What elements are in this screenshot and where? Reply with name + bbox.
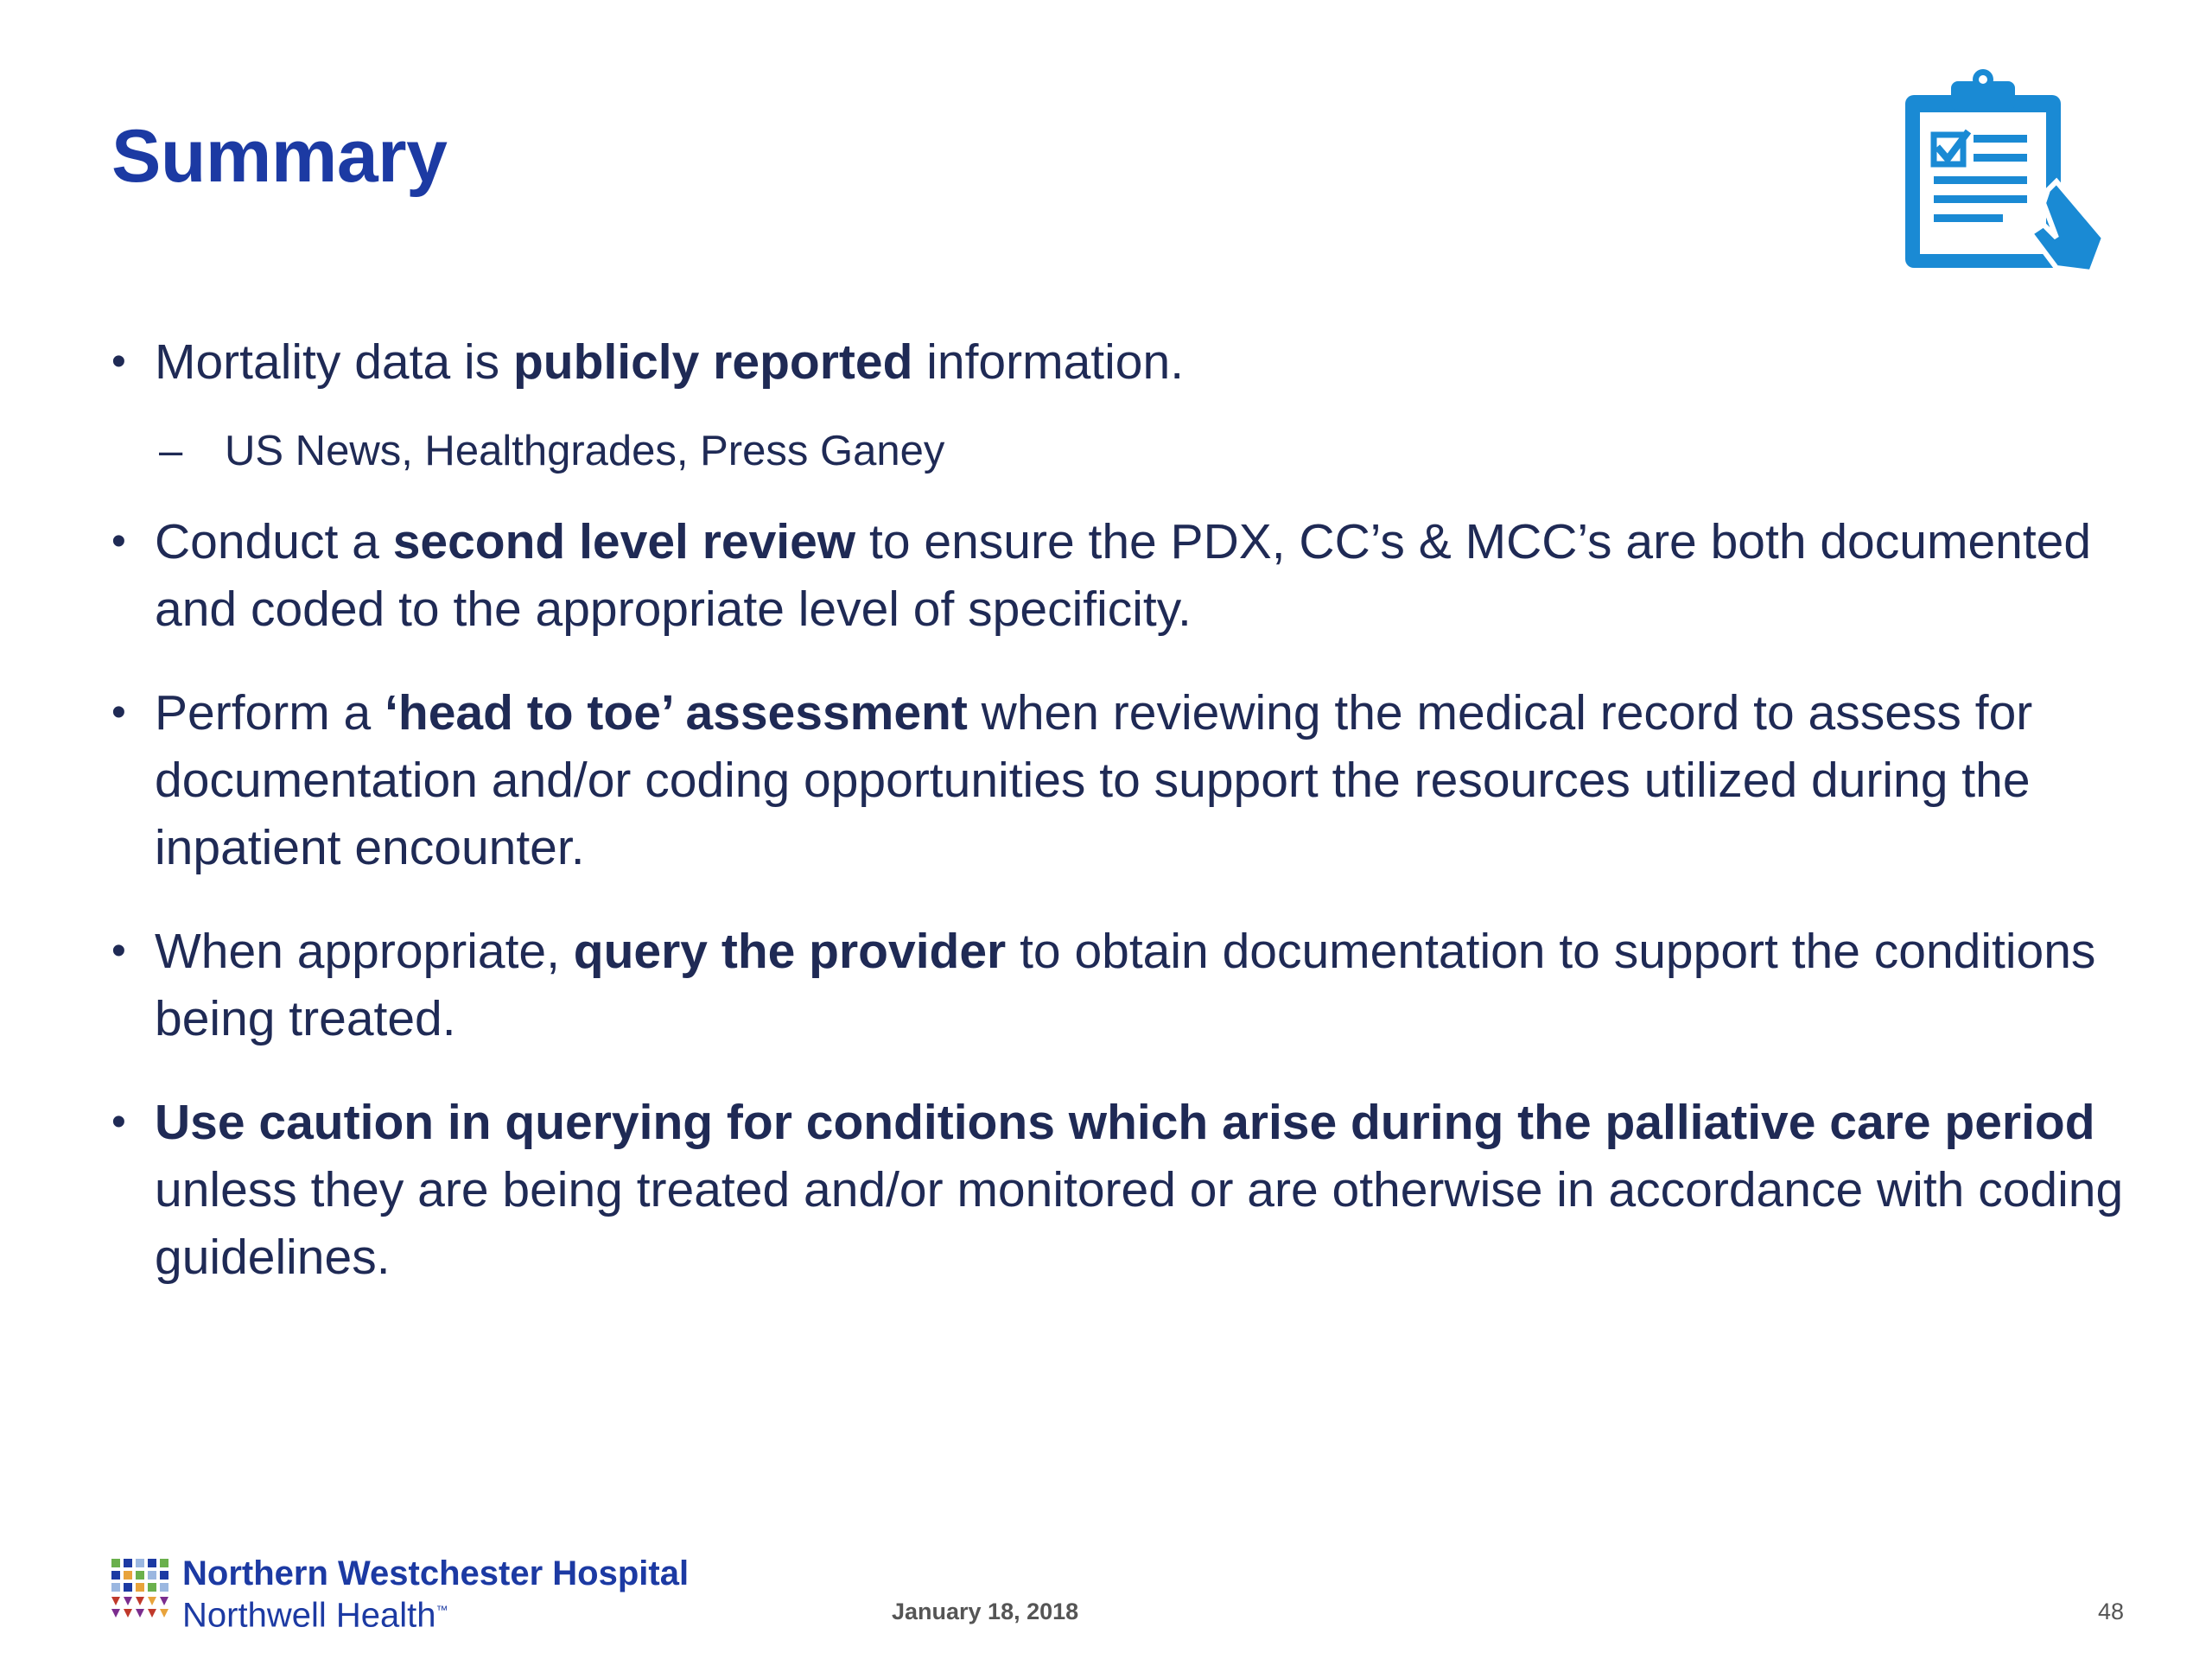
sub-bullet-text: US News, Healthgrades, Press Ganey: [225, 428, 945, 474]
page-number: 48: [2098, 1599, 2125, 1624]
logo-mosaic-icon: [111, 1559, 174, 1624]
health-system-name: Northwell Health™: [182, 1596, 448, 1635]
bullet-item: [111, 679, 2125, 881]
bullet-text: When appropriate, query the provider to obtain documentation to support the conditions being treated.: [155, 924, 2096, 1046]
bullet-text: Conduct a second level review to ensure the PDX, CC’s & MCC’s are both documented and coded to the appropriate level of specificity.: [155, 514, 2092, 637]
bullet-item: [111, 918, 2125, 1052]
bullet-text: Mortality data is publicly reported information.: [155, 334, 1185, 390]
bullet-marker: •: [111, 1099, 126, 1145]
bullet-marker: •: [111, 339, 126, 385]
hospital-name: Northern Westchester Hospital: [182, 1554, 690, 1592]
footer-date: January 18, 2018: [892, 1599, 1079, 1624]
clipboard-checklist-icon: [1884, 60, 2117, 276]
bullet-item: [111, 508, 2125, 643]
bullet-text: Use caution in querying for conditions which arise during the palliative care period unless they are being treated and/or monitored or are otherwise in accordance with coding guidelines.: [155, 1095, 2124, 1285]
trademark-mark: ™: [435, 1603, 448, 1617]
bullet-item: [111, 1089, 2125, 1291]
bullet-text: Perform a ‘head to toe’ assessment when reviewing the medical record to assess for documentation and/or coding opportunities to support the resources utilized during the inpatient encounter.: [155, 685, 2033, 875]
bullet-item: [111, 328, 2125, 396]
bullet-marker: •: [111, 690, 126, 735]
bullet-marker: •: [111, 518, 126, 564]
dash-marker: –: [159, 428, 183, 474]
bullet-list: [111, 328, 2125, 1327]
bullet-marker: •: [111, 928, 126, 974]
sub-bullet-item: [111, 420, 2125, 482]
slide-title: Summary: [111, 115, 448, 198]
